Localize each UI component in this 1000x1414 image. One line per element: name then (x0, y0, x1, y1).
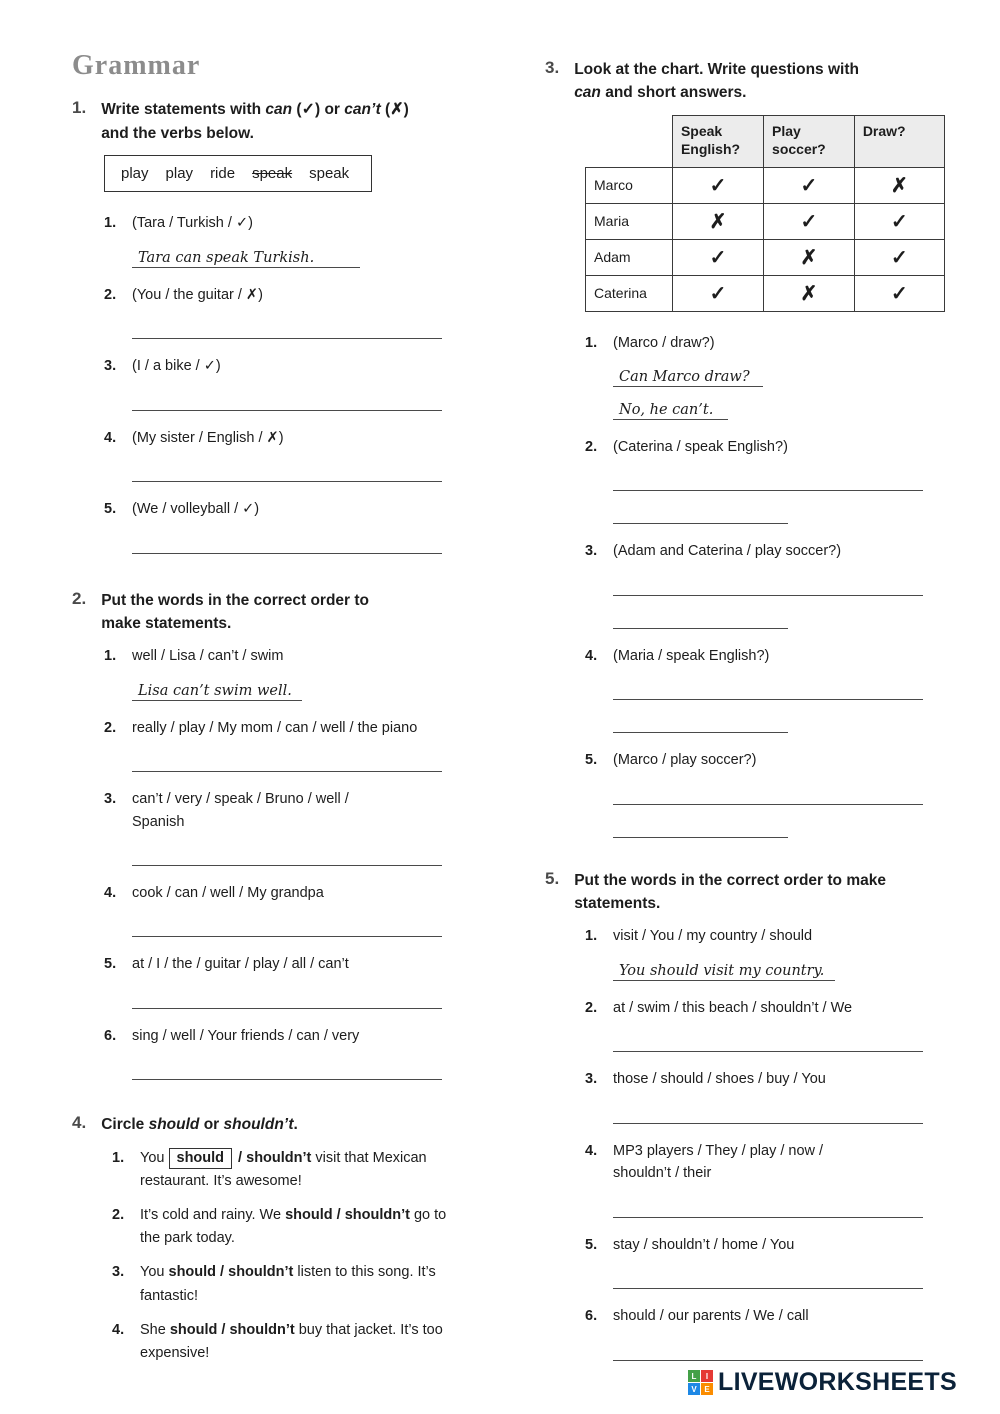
title-shouldnt: shouldn’t (223, 1116, 294, 1134)
logo-square-v: V (688, 1383, 700, 1395)
choice-separator: / (216, 1264, 229, 1281)
answer-line[interactable] (613, 814, 788, 838)
row-name: Marco (586, 167, 673, 203)
answer-line[interactable] (132, 748, 442, 772)
ex5-item-2 (585, 997, 945, 1057)
ex3-item-1 (585, 332, 945, 425)
item-prompt: MP3 players / They / play / now / shouldn’t / their (613, 1142, 824, 1182)
cross-icon: ✗ (854, 167, 944, 203)
liveworksheets-brand-text: LIVEWORKSHEETS (718, 1368, 957, 1396)
item-number: 4. (104, 884, 117, 901)
exercise-1-title (101, 98, 431, 145)
choice-shouldnt[interactable]: shouldn’t (344, 1207, 410, 1223)
exercise-2-title: Put the words in the correct order to make statements. (101, 591, 370, 632)
item-prompt: sing / well / Your friends / can / very (132, 1027, 360, 1044)
ex5-item-1 (585, 925, 945, 985)
item-number: 5. (585, 1236, 598, 1253)
answer-line[interactable] (132, 842, 442, 866)
sentence-text: listen to this song. It’s fantastic! (140, 1264, 436, 1304)
page-title: Grammar (72, 50, 201, 81)
title-text: and short answers. (600, 84, 747, 102)
sentence-text: You (140, 1264, 169, 1281)
answer-text (132, 480, 142, 481)
ex5-item-4 (585, 1140, 945, 1223)
liveworksheets-grid-icon (688, 1370, 713, 1395)
item-number: 3. (585, 1071, 598, 1088)
ex4-item-1 (112, 1147, 472, 1193)
item-number: 3. (112, 1264, 125, 1281)
cross-icon: ✗ (672, 203, 763, 239)
ex2-item-1 (104, 645, 472, 705)
ex1-item-4 (104, 427, 472, 487)
answer-line[interactable] (613, 1194, 923, 1218)
sentence-text: She (140, 1321, 170, 1338)
item-prompt: cook / can / well / My grandpa (132, 884, 324, 901)
check-icon: ✓ (764, 203, 855, 239)
title-text: Circle (101, 1116, 149, 1134)
item-number: 4. (585, 647, 598, 664)
answer-text (613, 836, 623, 837)
answer-text (132, 552, 142, 553)
ex3-item-2 (585, 436, 945, 529)
title-text: or (199, 1116, 224, 1134)
answer-line[interactable] (613, 1337, 923, 1361)
item-prompt: really / play / My mom / can / well / the piano (132, 719, 418, 736)
title-text: . (293, 1116, 298, 1134)
item-number: 4. (112, 1321, 125, 1338)
ex4-item-3 (112, 1261, 472, 1307)
word-box (104, 155, 372, 192)
answer-line[interactable] (613, 957, 835, 981)
choice-should[interactable]: should (168, 1264, 217, 1281)
choice-should[interactable]: should (285, 1207, 333, 1223)
item-number: 2. (585, 438, 598, 455)
answer-line[interactable] (613, 363, 763, 387)
header-draw: Draw? (854, 115, 944, 167)
check-icon: ✓ (854, 203, 944, 239)
answer-text (613, 594, 623, 595)
item-prompt: visit / You / my country / should (613, 928, 813, 945)
ex1-item-1 (104, 212, 472, 272)
answer-text (613, 803, 623, 804)
item-prompt: (Caterina / speak English?) (613, 438, 788, 455)
title-text: ( (292, 101, 302, 118)
right-column (545, 58, 945, 1390)
row-name: Adam (586, 239, 673, 275)
check-icon: ✓ (854, 239, 944, 275)
exercise-5-number: 5. (545, 868, 560, 888)
answer-line[interactable] (613, 396, 728, 420)
answer-text (132, 1078, 142, 1079)
title-text: ) or (315, 101, 345, 118)
item-number: 1. (585, 928, 598, 945)
choice-separator: / (217, 1321, 230, 1338)
word-box-word: speak (309, 165, 350, 183)
exercise-5-title: Put the words in the correct order to make statements. (574, 871, 886, 913)
item-number: 3. (104, 791, 117, 808)
item-prompt: at / I / the / guitar / play / all / can’t (132, 956, 349, 973)
item-number: 2. (104, 719, 117, 736)
answer-line[interactable] (132, 985, 442, 1009)
answer-text (613, 522, 623, 523)
answer-line[interactable] (132, 458, 442, 482)
choice-separator: / (332, 1207, 345, 1223)
answer-text (613, 1359, 623, 1360)
choice-shouldnt[interactable]: shouldn’t (229, 1321, 295, 1338)
ex5-item-5 (585, 1234, 945, 1294)
answer-line[interactable] (132, 677, 302, 701)
ex2-item-4 (104, 882, 472, 942)
check-icon: ✓ (672, 239, 763, 275)
answer-text (132, 864, 142, 865)
choice-should[interactable]: should (169, 1148, 233, 1170)
exercise-3-number: 3. (545, 58, 560, 77)
ex5-item-6 (585, 1305, 945, 1365)
item-prompt: can’t / very / speak / Bruno / well / Spanish (132, 791, 349, 830)
exercise-4-number: 4. (72, 1113, 87, 1133)
choice-shouldnt[interactable]: shouldn’t (228, 1264, 294, 1281)
title-text: Look at the chart. Write questions with (574, 61, 859, 78)
table-row (586, 203, 945, 239)
check-icon: ✓ (301, 101, 315, 118)
answer-text: No, he can’t. (619, 401, 714, 418)
item-number: 2. (585, 999, 598, 1016)
ex3-item-4 (585, 645, 945, 738)
check-icon: ✓ (672, 275, 763, 311)
answer-text (132, 337, 142, 338)
answer-text: Tara can speak Turkish. (138, 249, 315, 266)
item-prompt: stay / shouldn’t / home / You (613, 1236, 795, 1253)
answer-text (613, 627, 623, 628)
item-number: 3. (104, 358, 117, 375)
table-row (586, 239, 945, 275)
word-box-word: play (121, 165, 149, 183)
answer-line[interactable] (613, 676, 923, 700)
exercise-4 (72, 1113, 472, 1365)
item-number: 5. (585, 752, 598, 769)
ex2-item-6 (104, 1025, 472, 1085)
row-name: Caterina (586, 275, 673, 311)
sentence-text: go to the park today. (140, 1207, 447, 1247)
title-can: can (574, 84, 601, 102)
item-prompt: (I / a bike / ✓) (132, 358, 221, 375)
answer-line[interactable] (613, 1100, 923, 1124)
choice-shouldnt[interactable]: shouldn’t (246, 1149, 312, 1166)
item-number: 4. (104, 429, 117, 446)
sentence-text: You (140, 1149, 169, 1166)
answer-line[interactable] (613, 1265, 923, 1289)
item-prompt: (We / volleyball / ✓) (132, 501, 260, 518)
sentence-text: visit that Mexican restaurant. It’s awesome! (140, 1149, 427, 1189)
item-number: 2. (112, 1207, 125, 1223)
item-prompt: (You / the guitar / ✗) (132, 286, 263, 303)
title-should: should (148, 1116, 200, 1134)
cross-icon: ✗ (390, 101, 404, 118)
check-icon: ✓ (764, 167, 855, 203)
header-blank (586, 115, 673, 167)
row-name: Maria (586, 203, 673, 239)
exercise-3 (545, 58, 945, 843)
sentence-text: It’s cold and rainy. We (140, 1207, 286, 1223)
ex2-item-2 (104, 717, 472, 777)
check-icon: ✓ (854, 275, 944, 311)
item-prompt: (Marco / play soccer?) (613, 752, 757, 769)
ex1-item-5 (104, 498, 472, 558)
item-prompt: (Tara / Turkish / ✓) (132, 215, 253, 232)
answer-text (132, 1007, 142, 1008)
answer-line[interactable] (132, 913, 442, 937)
item-prompt: (My sister / English / ✗) (132, 429, 284, 446)
item-prompt: well / Lisa / can’t / swim (132, 648, 284, 665)
item-prompt: (Maria / speak English?) (613, 647, 770, 664)
word-box-word-struck: speak (252, 165, 293, 183)
item-number: 1. (104, 215, 117, 232)
ex2-item-3 (104, 788, 472, 871)
ex1-item-3 (104, 355, 472, 415)
answer-text: Can Marco draw? (619, 368, 750, 385)
exercise-5 (545, 869, 945, 1366)
title-text: ) and the verbs below. (101, 101, 409, 142)
answer-line[interactable] (132, 530, 442, 554)
answer-line[interactable] (613, 1028, 923, 1052)
answer-line[interactable] (613, 709, 788, 733)
choice-should[interactable]: should (169, 1321, 218, 1338)
sentence-text: buy that jacket. It’s too expensive! (140, 1321, 443, 1361)
title-can: can (265, 101, 293, 118)
exercise-1 (72, 98, 472, 559)
header-play-soccer: Play soccer? (764, 115, 855, 167)
ex4-item-2 (112, 1204, 472, 1250)
ex3-item-3 (585, 540, 945, 633)
item-number: 6. (585, 1308, 598, 1325)
ex4-item-4 (112, 1319, 472, 1365)
answer-line[interactable] (132, 387, 442, 411)
answer-line[interactable] (613, 500, 788, 524)
answer-text (613, 1287, 623, 1288)
header-speak-english: Speak English? (672, 115, 763, 167)
exercise-3-title (574, 58, 884, 105)
answer-text (132, 935, 142, 936)
check-icon: ✓ (672, 167, 763, 203)
cross-icon: ✗ (764, 275, 855, 311)
can-chart-table (585, 115, 945, 312)
title-text: Write statements with (101, 101, 266, 118)
left-column (72, 50, 472, 1389)
answer-line[interactable] (613, 572, 923, 596)
item-prompt: those / should / shoes / buy / You (613, 1071, 826, 1088)
answer-line[interactable] (613, 467, 923, 491)
word-box-word: play (165, 165, 194, 183)
logo-square-l: L (688, 1370, 700, 1382)
item-number: 1. (112, 1149, 125, 1166)
item-number: 4. (585, 1142, 598, 1159)
answer-line[interactable] (132, 315, 442, 339)
answer-text (132, 409, 142, 410)
item-prompt: (Marco / draw?) (613, 334, 715, 351)
answer-text: You should visit my country. (619, 962, 825, 979)
answer-text (613, 698, 623, 699)
title-text: ( (380, 101, 391, 118)
choice-separator: / (234, 1149, 247, 1166)
title-cant: can’t (344, 101, 381, 118)
item-number: 2. (104, 286, 117, 303)
table-header-row (586, 115, 945, 167)
answer-text: Lisa can’t swim well. (138, 682, 292, 699)
answer-line[interactable] (132, 1056, 442, 1080)
item-number: 3. (585, 543, 598, 560)
item-number: 1. (104, 648, 117, 665)
answer-line[interactable] (613, 605, 788, 629)
answer-text (613, 731, 623, 732)
ex2-item-5 (104, 953, 472, 1013)
liveworksheets-logo[interactable] (688, 1368, 957, 1397)
answer-line[interactable] (613, 781, 923, 805)
cross-icon: ✗ (764, 239, 855, 275)
item-number: 5. (104, 956, 117, 973)
answer-text (613, 1122, 623, 1123)
answer-text (613, 1216, 623, 1217)
ex3-item-5 (585, 749, 945, 842)
ex1-item-2 (104, 284, 472, 344)
answer-text (613, 489, 623, 490)
item-prompt: should / our parents / We / call (613, 1308, 809, 1325)
ex5-item-3 (585, 1068, 945, 1128)
item-number: 6. (104, 1027, 117, 1044)
exercise-1-number: 1. (72, 98, 87, 117)
answer-text (132, 770, 142, 771)
item-number: 1. (585, 334, 598, 351)
answer-line[interactable] (132, 244, 360, 268)
table-row (586, 167, 945, 203)
answer-text (613, 1050, 623, 1051)
item-prompt: at / swim / this beach / shouldn’t / We (613, 999, 853, 1016)
exercise-2-number: 2. (72, 588, 87, 608)
word-box-word: ride (210, 165, 236, 183)
exercise-2 (72, 589, 472, 1086)
item-number: 5. (104, 501, 117, 518)
logo-square-i: I (701, 1370, 713, 1382)
logo-square-e: E (701, 1383, 713, 1395)
item-prompt: (Adam and Caterina / play soccer?) (613, 543, 842, 560)
table-row (586, 275, 945, 311)
exercise-4-title (101, 1113, 431, 1136)
